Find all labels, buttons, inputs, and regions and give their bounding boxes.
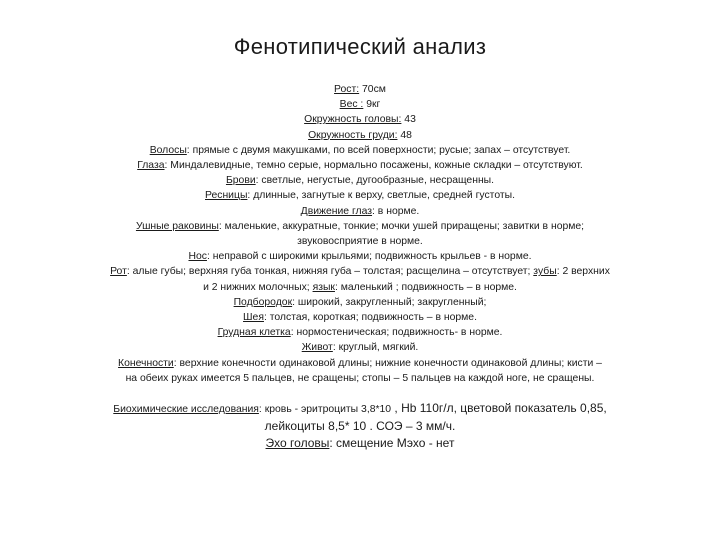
row-label: Вес : (339, 99, 364, 111)
row-text: , Hb 110г/л, цветовой показатель 0,85, (391, 401, 607, 416)
row-label: Подбородок (233, 296, 293, 308)
row-label: Шея (243, 312, 264, 324)
row-eyebrows (40, 173, 680, 188)
row-biochemistry-continued: лейкоциты 8,5* 10 . СОЭ – 3 мм/ч. (264, 419, 456, 434)
row-chest (40, 325, 680, 340)
row-text: : широкий, закругленный; закругленный; (292, 296, 487, 308)
row-text: : верхние конечности одинаковой длины; нижние конечности одинаковой длины; кисти – (173, 357, 602, 369)
row-hair (40, 143, 680, 158)
row-text-continued: на обеих руках имеется 5 пальцев, не сращены; стопы – 5 пальцев на каждой ноге, не сращены. (125, 372, 595, 384)
row-text: 9кг (363, 99, 381, 111)
row-label: Волосы (149, 144, 187, 156)
row-height (40, 82, 680, 97)
row-ears (40, 219, 680, 249)
row-label: Глаза (137, 160, 165, 172)
row-label-tongue: язык (312, 281, 335, 293)
row-text-continued: звуковосприятие в норме. (297, 236, 423, 248)
row-chin (40, 295, 680, 310)
row-text: : маленький ; подвижность – в норме. (334, 281, 517, 293)
row-text: : длинные, загнутые к верху, светлые, средней густоты. (247, 190, 515, 202)
row-text: : кровь - эритроциты 3,8*10 (258, 404, 392, 416)
row-head-circumference (40, 112, 680, 127)
row-label: Рот (110, 266, 127, 278)
row-label: Рост: (334, 84, 360, 95)
row-label: Ресницы (205, 190, 248, 202)
row-eye-movement (40, 204, 680, 219)
row-abdomen (40, 340, 680, 355)
row-label: Грудная клетка (217, 327, 291, 339)
row-label: Живот (301, 342, 333, 354)
row-text: : толстая, короткая; подвижность – в норме. (263, 312, 477, 324)
row-text: : Миндалевидные, темно серые, нормально посажены, кожные складки – отсутствуют. (164, 160, 583, 172)
page-title: Фенотипический анализ (233, 34, 487, 59)
row-label: Брови (225, 175, 256, 187)
row-text: : круглый, мягкий. (332, 342, 419, 354)
row-chest-circumference (40, 128, 680, 143)
row-eyelashes (40, 188, 680, 203)
row-label: Окружность груди: (308, 129, 398, 141)
row-weight (40, 97, 680, 112)
analysis-body (40, 82, 680, 452)
row-label-teeth: зубы (533, 266, 557, 278)
row-text: : прямые с двумя макушками, по всей поверхности; русые; запах – отсутствует. (186, 144, 571, 156)
row-text: 70см (359, 84, 386, 95)
row-label: Нос (188, 251, 207, 263)
row-label: Движение глаз (300, 205, 373, 217)
spacer (40, 386, 680, 400)
row-text: : нормостеническая; подвижность- в норме. (290, 327, 503, 339)
row-text: : неправой с широкими крыльями; подвижность крыльев - в норме. (206, 251, 532, 263)
row-label: Конечности (118, 357, 174, 369)
row-echo (40, 435, 680, 452)
row-text: : в норме. (372, 205, 420, 217)
row-text: : смещение Мэхо - нет (329, 436, 455, 451)
row-eyes (40, 158, 680, 173)
row-text: 43 (401, 114, 416, 126)
row-biochemistry (40, 400, 680, 418)
row-text: : светлые, негустые, дугообразные, несращенны. (255, 175, 495, 187)
row-neck (40, 310, 680, 325)
row-limbs (40, 356, 680, 386)
row-nose (40, 249, 680, 264)
row-text: 48 (397, 129, 412, 141)
row-label: Биохимические исследования (113, 404, 259, 416)
row-mouth (40, 264, 680, 294)
row-label: Ушные раковины (135, 220, 219, 232)
row-text: : алые губы; верхняя губа тонкая, нижняя губа – толстая; расщелина – отсутствует; (126, 266, 534, 278)
row-text: : 2 верхних (556, 266, 610, 278)
row-label: Окружность головы: (304, 114, 402, 126)
row-text: : маленькие, аккуратные, тонкие; мочки ушей приращены; завитки в норме; (218, 220, 585, 232)
row-text-continued: и 2 нижних молочных; (203, 281, 313, 293)
row-label: Эхо головы (265, 436, 330, 451)
